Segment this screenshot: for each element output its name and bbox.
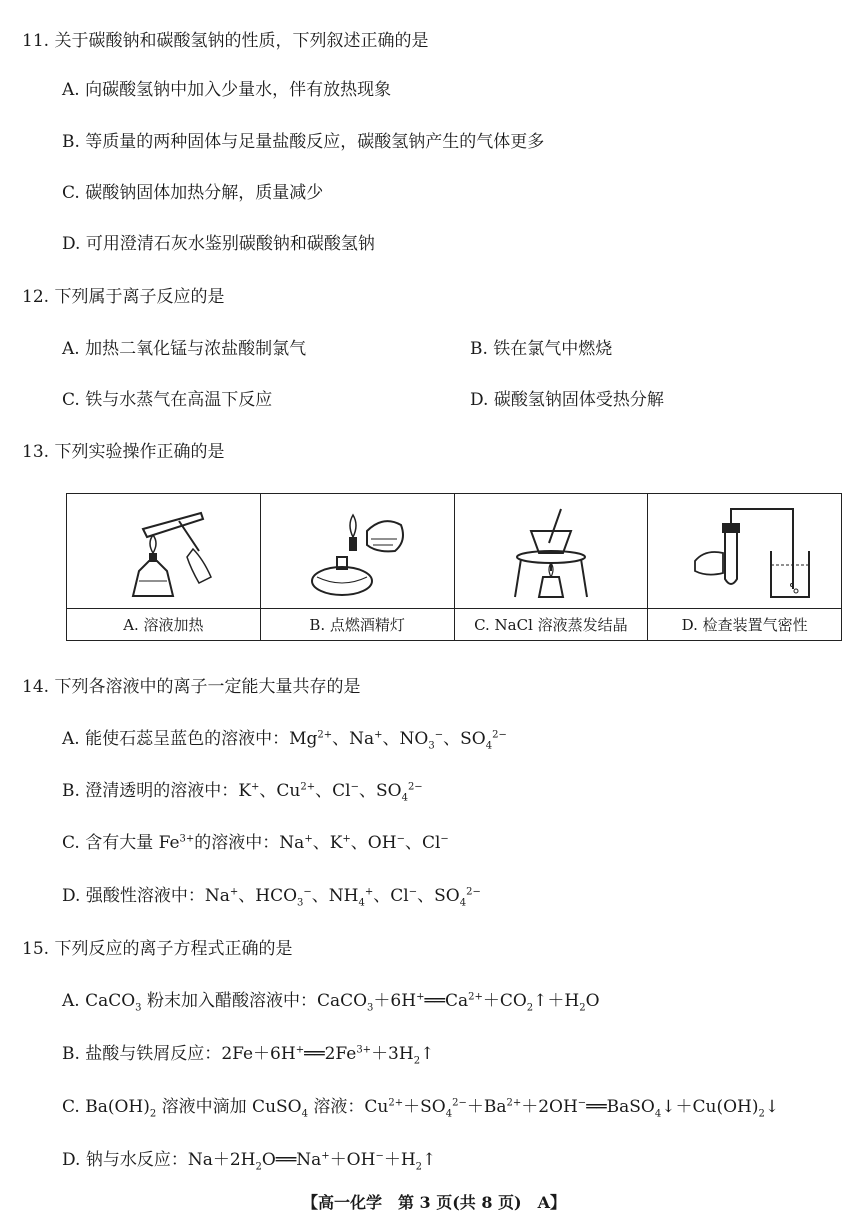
q13-cell-d [648,494,841,640]
airtightness-check-illustration [648,494,841,609]
q14-option-b: B. 澄清透明的溶液中：K+、$Cu^{2+}$、Cl−、$SO_4^{2-}$ [62,781,423,804]
q12-option-a: A. 加热二氧化锰与浓盐酸制氯气 [62,339,307,359]
q13-stem: 13. 下列实验操作正确的是 [22,442,225,462]
q12-option-c: C. 铁与水蒸气在高温下反应 [62,390,273,410]
q14-option-c: C. 含有大量 $Fe^{3+}$的溶液中：Na+、K+、OH−、Cl− [62,833,449,853]
q13-figure-table [66,493,842,641]
q14-option-a: A. 能使石蕊呈蓝色的溶液中：$Mg^{2+}$、Na+、$NO_3^-$、$SO_4^{2-}$ [62,729,507,752]
q13-cell-c [455,494,649,640]
q11-stem: 11. 关于碳酸钠和碳酸氢钠的性质，下列叙述正确的是 [22,31,429,51]
q13-caption-c: C. NaCl 溶液蒸发结晶 [474,616,628,634]
evaporation-crystallization-illustration [455,494,648,609]
page-footer: 【高一化学 第 3 页(共 8 页) A】 [301,1193,567,1212]
q13-cell-b [261,494,455,640]
q12-stem: 12. 下列属于离子反应的是 [22,287,225,307]
q13-caption-d: D. 检查装置气密性 [681,616,808,634]
q14-stem: 14. 下列各溶液中的离子一定能大量共存的是 [22,677,361,697]
q11-option-a: A. 向碳酸氢钠中加入少量水，伴有放热现象 [62,80,392,100]
q15-option-b: B. 盐酸与铁屑反应：$2Fe+6H^+══2Fe^{3+}+3H_2↑$ [62,1044,435,1067]
q15-option-d: D. 钠与水反应：$Na+2H_2O══Na^++OH^-+H_2↑$ [62,1150,437,1173]
solution-heating-illustration [67,494,260,609]
q11-option-b: B. 等质量的两种固体与足量盐酸反应，碳酸氢钠产生的气体更多 [62,132,545,152]
q12-option-b: B. 铁在氯气中燃烧 [470,339,613,359]
lighting-alcohol-lamp-illustration [261,494,454,609]
q11-option-d: D. 可用澄清石灰水鉴别碳酸钠和碳酸氢钠 [62,234,375,254]
q11-option-c: C. 碳酸钠固体加热分解，质量减少 [62,183,324,203]
q15-option-a: A. CaCO$_3$ 粉末加入醋酸溶液中：$CaCO_3+6H^+══Ca^{2+}+CO_2↑+H_2O$ [62,991,600,1014]
q12-option-d: D. 碳酸氢钠固体受热分解 [470,390,664,410]
q13-caption-a: A. 溶液加热 [123,616,204,634]
q15-stem: 15. 下列反应的离子方程式正确的是 [22,939,293,959]
q15-option-c: C. $Ba(OH)_2$ 溶液中滴加 CuSO$_4$ 溶液：$Cu^{2+}+SO_4^{2-}+Ba^{2+}+2OH^-══BaSO_4↓+Cu(OH)_2↓$ [62,1097,780,1120]
q13-caption-b: B. 点燃酒精灯 [309,616,405,634]
q14-option-d: D. 强酸性溶液中：Na+、$HCO_3^-$、$NH_4^+$、Cl−、$SO_4^{2-}$ [62,886,481,909]
q13-cell-a [67,494,261,640]
